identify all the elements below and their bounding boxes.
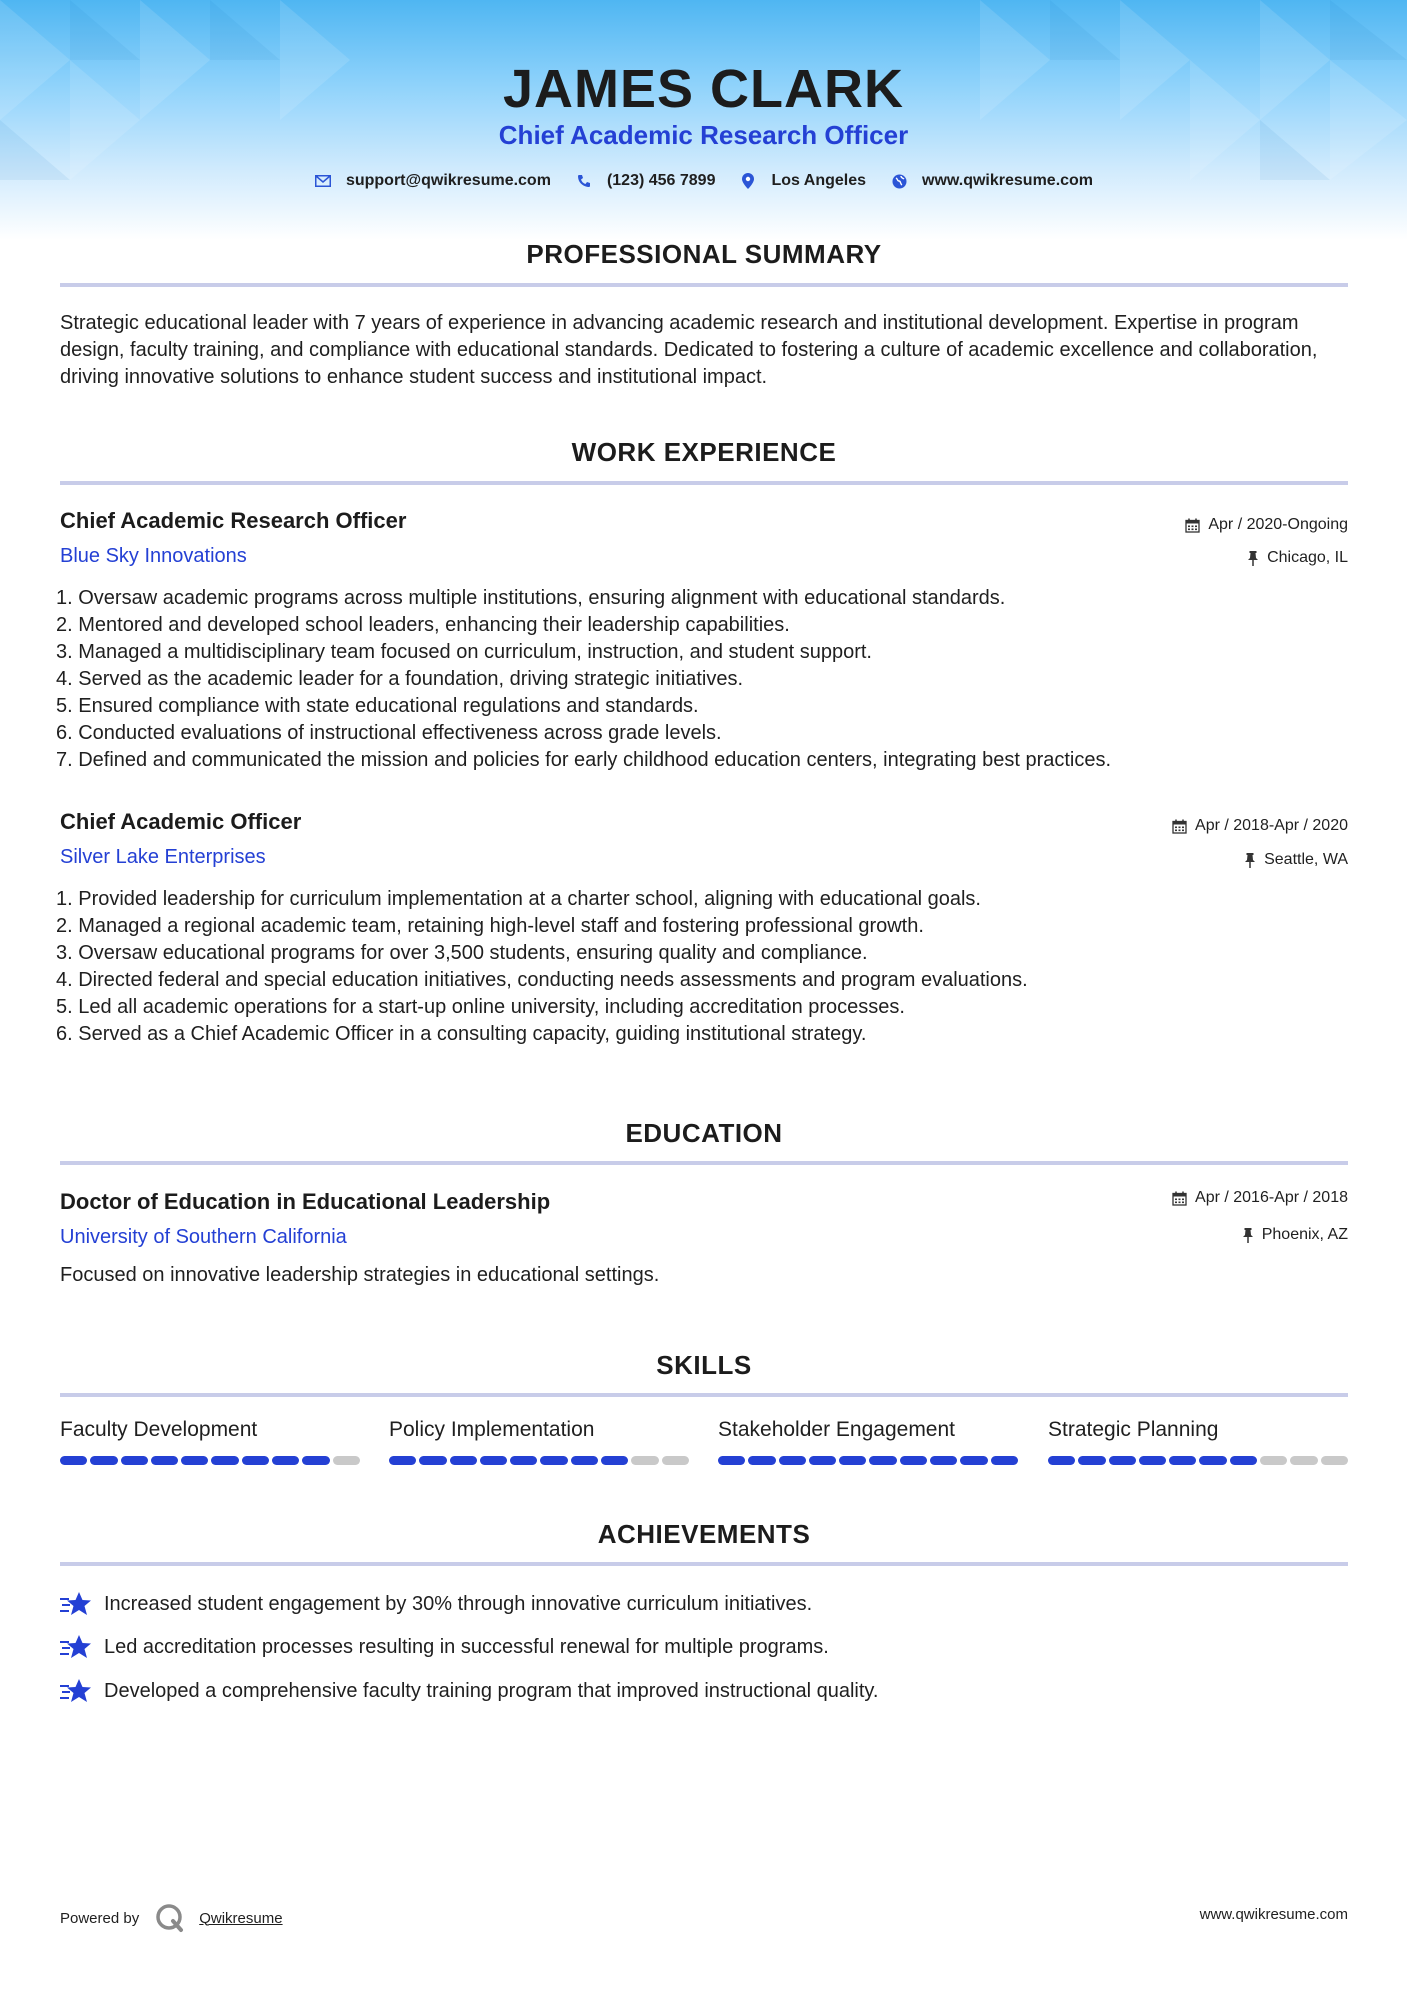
skill-segment-filled [60, 1456, 87, 1465]
job-location-text: Chicago, IL [1267, 549, 1348, 566]
summary-heading: PROFESSIONAL SUMMARY [526, 239, 882, 269]
education-heading: EDUCATION [625, 1118, 783, 1148]
skill-name: Faculty Development [60, 1418, 258, 1441]
skill-segment-filled [809, 1456, 836, 1465]
skill-segment-filled [779, 1456, 806, 1465]
skill-name: Strategic Planning [1048, 1418, 1219, 1441]
achievement-text: Increased student engagement by 30% through innovative curriculum initiatives. [104, 1592, 813, 1615]
map-pin-icon [739, 172, 757, 190]
job-dates-text: Apr / 2018-Apr / 2020 [1195, 817, 1348, 834]
website-text: www.qwikresume.com [922, 172, 1094, 189]
achievement-item [60, 1633, 829, 1661]
list-item: 1. Provided leadership for curriculum implementation at a charter school, aligning with educational goals. [56, 888, 981, 910]
calendar-icon [1172, 819, 1187, 834]
skills-divider [60, 1393, 1348, 1397]
phone-icon [575, 172, 593, 190]
experience-divider [60, 481, 1348, 485]
job-dates [1185, 516, 1348, 534]
skill-segment-filled [151, 1456, 178, 1465]
list-item: 4. Directed federal and special education initiatives, conducting needs assessments and program evaluations. [56, 969, 1028, 991]
list-item: 4. Served as the academic leader for a foundation, driving strategic initiatives. [56, 668, 744, 690]
skill-segment-filled [272, 1456, 299, 1465]
achievement-item [60, 1677, 878, 1705]
list-item: 5. Led all academic operations for a start-up online university, including accreditation processes. [56, 996, 905, 1018]
skill-segment-filled [181, 1456, 208, 1465]
pushpin-icon [1247, 551, 1259, 566]
contact-location [739, 172, 866, 190]
list-item: 1. Oversaw academic programs across multiple institutions, ensuring alignment with educational standards. [56, 587, 1006, 609]
star-icon [60, 1677, 92, 1705]
skill-segment-empty [631, 1456, 658, 1465]
skill-segment-filled [1109, 1456, 1136, 1465]
skill-segment-empty [1321, 1456, 1348, 1465]
pushpin-icon [1242, 1228, 1254, 1243]
education-description: Focused on innovative leadership strategies in educational settings. [60, 1264, 660, 1286]
list-item: 6. Served as a Chief Academic Officer in a consulting capacity, guiding institutional strategy. [56, 1023, 867, 1045]
globe-icon [890, 172, 908, 190]
skill-segment-filled [900, 1456, 927, 1465]
skill-name: Policy Implementation [389, 1418, 595, 1441]
achievement-text: Developed a comprehensive faculty training program that improved instructional quality. [104, 1679, 879, 1702]
education-divider [60, 1161, 1348, 1165]
skill-segment-filled [302, 1456, 329, 1465]
achievements-heading: ACHIEVEMENTS [597, 1519, 811, 1549]
education-dates [1172, 1189, 1348, 1207]
job-location-text: Seattle, WA [1264, 851, 1348, 868]
skill-segment-filled [601, 1456, 628, 1465]
skill-segment-filled [450, 1456, 477, 1465]
skill-segment-empty [333, 1456, 360, 1465]
skill-segment-filled [1169, 1456, 1196, 1465]
list-item: 5. Ensured compliance with state educational regulations and standards. [56, 695, 699, 717]
summary-divider [60, 283, 1348, 287]
education-dates-text: Apr / 2016-Apr / 2018 [1195, 1189, 1348, 1206]
skills-heading: SKILLS [656, 1350, 752, 1380]
degree-title: Doctor of Education in Educational Leadership [60, 1189, 551, 1214]
list-item: 2. Managed a regional academic team, retaining high-level staff and fostering professional growth. [56, 915, 924, 937]
skill-segment-filled [991, 1456, 1018, 1465]
star-icon [60, 1590, 92, 1618]
skill-segment-filled [419, 1456, 446, 1465]
skill-segment-empty [1260, 1456, 1287, 1465]
phone-text: (123) 456 7899 [606, 172, 716, 189]
achievement-item [60, 1590, 812, 1618]
job-title: Chief Academic Officer [60, 809, 302, 834]
footer-website[interactable]: www.qwikresume.com [1199, 1906, 1348, 1923]
experience-heading: WORK EXPERIENCE [571, 437, 837, 467]
skill-segment-filled [211, 1456, 238, 1465]
skill-segment-filled [90, 1456, 117, 1465]
achievements-divider [60, 1562, 1348, 1566]
skill-segment-filled [242, 1456, 269, 1465]
skill-segment-empty [1290, 1456, 1317, 1465]
list-item: 3. Oversaw educational programs for over 3,500 students, ensuring quality and compliance. [56, 942, 868, 964]
skill-item [60, 1418, 360, 1465]
education-location [1242, 1226, 1348, 1244]
skill-segment-filled [839, 1456, 866, 1465]
school-name: University of Southern California [60, 1226, 347, 1248]
company-name: Blue Sky Innovations [60, 545, 247, 567]
skill-level-bar [389, 1456, 689, 1465]
skill-segment-filled [510, 1456, 537, 1465]
skill-segment-filled [930, 1456, 957, 1465]
skill-segment-filled [718, 1456, 745, 1465]
skill-level-bar [1048, 1456, 1348, 1465]
list-item: 3. Managed a multidisciplinary team focused on curriculum, instruction, and student support. [56, 641, 872, 663]
calendar-icon [1185, 518, 1200, 533]
skill-item [389, 1418, 689, 1465]
skill-segment-filled [571, 1456, 598, 1465]
job-title: Chief Academic Research Officer [60, 508, 407, 533]
skill-segment-filled [1139, 1456, 1166, 1465]
summary-text: Strategic educational leader with 7 years of experience in advancing academic research and institutional development. Expertise in program design, faculty training, and compliance with educational standards. Dedicated to fostering a culture of academic excellence and collaboration, driving innovative solutions to enhance student success and institutional impact. [60, 312, 1318, 388]
skill-segment-filled [1048, 1456, 1075, 1465]
envelope-icon [314, 172, 332, 190]
contact-bar [0, 172, 1407, 190]
job-bullet-list [56, 886, 1346, 1048]
email-text: support@qwikresume.com [345, 172, 551, 189]
skill-segment-filled [748, 1456, 775, 1465]
skill-segment-filled [480, 1456, 507, 1465]
contact-website[interactable] [890, 172, 1093, 190]
contact-phone[interactable] [575, 172, 716, 190]
skill-segment-filled [540, 1456, 567, 1465]
skill-level-bar [718, 1456, 1018, 1465]
skill-item [718, 1418, 1018, 1465]
achievement-text: Led accreditation processes resulting in successful renewal for multiple programs. [104, 1635, 829, 1658]
pushpin-icon [1244, 853, 1256, 868]
skill-name: Stakeholder Engagement [718, 1418, 955, 1441]
candidate-name: JAMES CLARK [502, 59, 905, 119]
list-item: 6. Conducted evaluations of instructional effectiveness across grade levels. [56, 722, 722, 744]
job-dates-text: Apr / 2020-Ongoing [1208, 516, 1348, 533]
job-dates [1172, 817, 1348, 835]
skill-segment-empty [662, 1456, 689, 1465]
skill-segment-filled [869, 1456, 896, 1465]
qwikresume-logo-icon [155, 1903, 185, 1933]
candidate-title: Chief Academic Research Officer [498, 120, 909, 150]
contact-email[interactable] [314, 172, 551, 190]
skill-segment-filled [1078, 1456, 1105, 1465]
footer-powered-by [60, 1903, 283, 1933]
skill-segment-filled [960, 1456, 987, 1465]
job-location [1244, 851, 1348, 869]
skill-segment-filled [1199, 1456, 1226, 1465]
company-name: Silver Lake Enterprises [60, 846, 266, 868]
powered-by-label: Powered by [60, 1909, 140, 1927]
skill-level-bar [60, 1456, 360, 1465]
list-item: 7. Defined and communicated the mission and policies for early childhood education centers, integrating best practices. [56, 749, 1112, 771]
job-bullet-list [56, 585, 1346, 774]
list-item: 2. Mentored and developed school leaders, enhancing their leadership capabilities. [56, 614, 790, 636]
skill-item [1048, 1418, 1348, 1465]
location-text: Los Angeles [771, 172, 867, 189]
education-location-text: Phoenix, AZ [1261, 1226, 1348, 1243]
star-icon [60, 1633, 92, 1661]
job-location [1247, 549, 1348, 567]
calendar-icon [1172, 1191, 1187, 1206]
skill-segment-filled [121, 1456, 148, 1465]
brand-link[interactable]: Qwikresume [199, 1909, 283, 1927]
skill-segment-filled [1230, 1456, 1257, 1465]
skill-segment-filled [389, 1456, 416, 1465]
